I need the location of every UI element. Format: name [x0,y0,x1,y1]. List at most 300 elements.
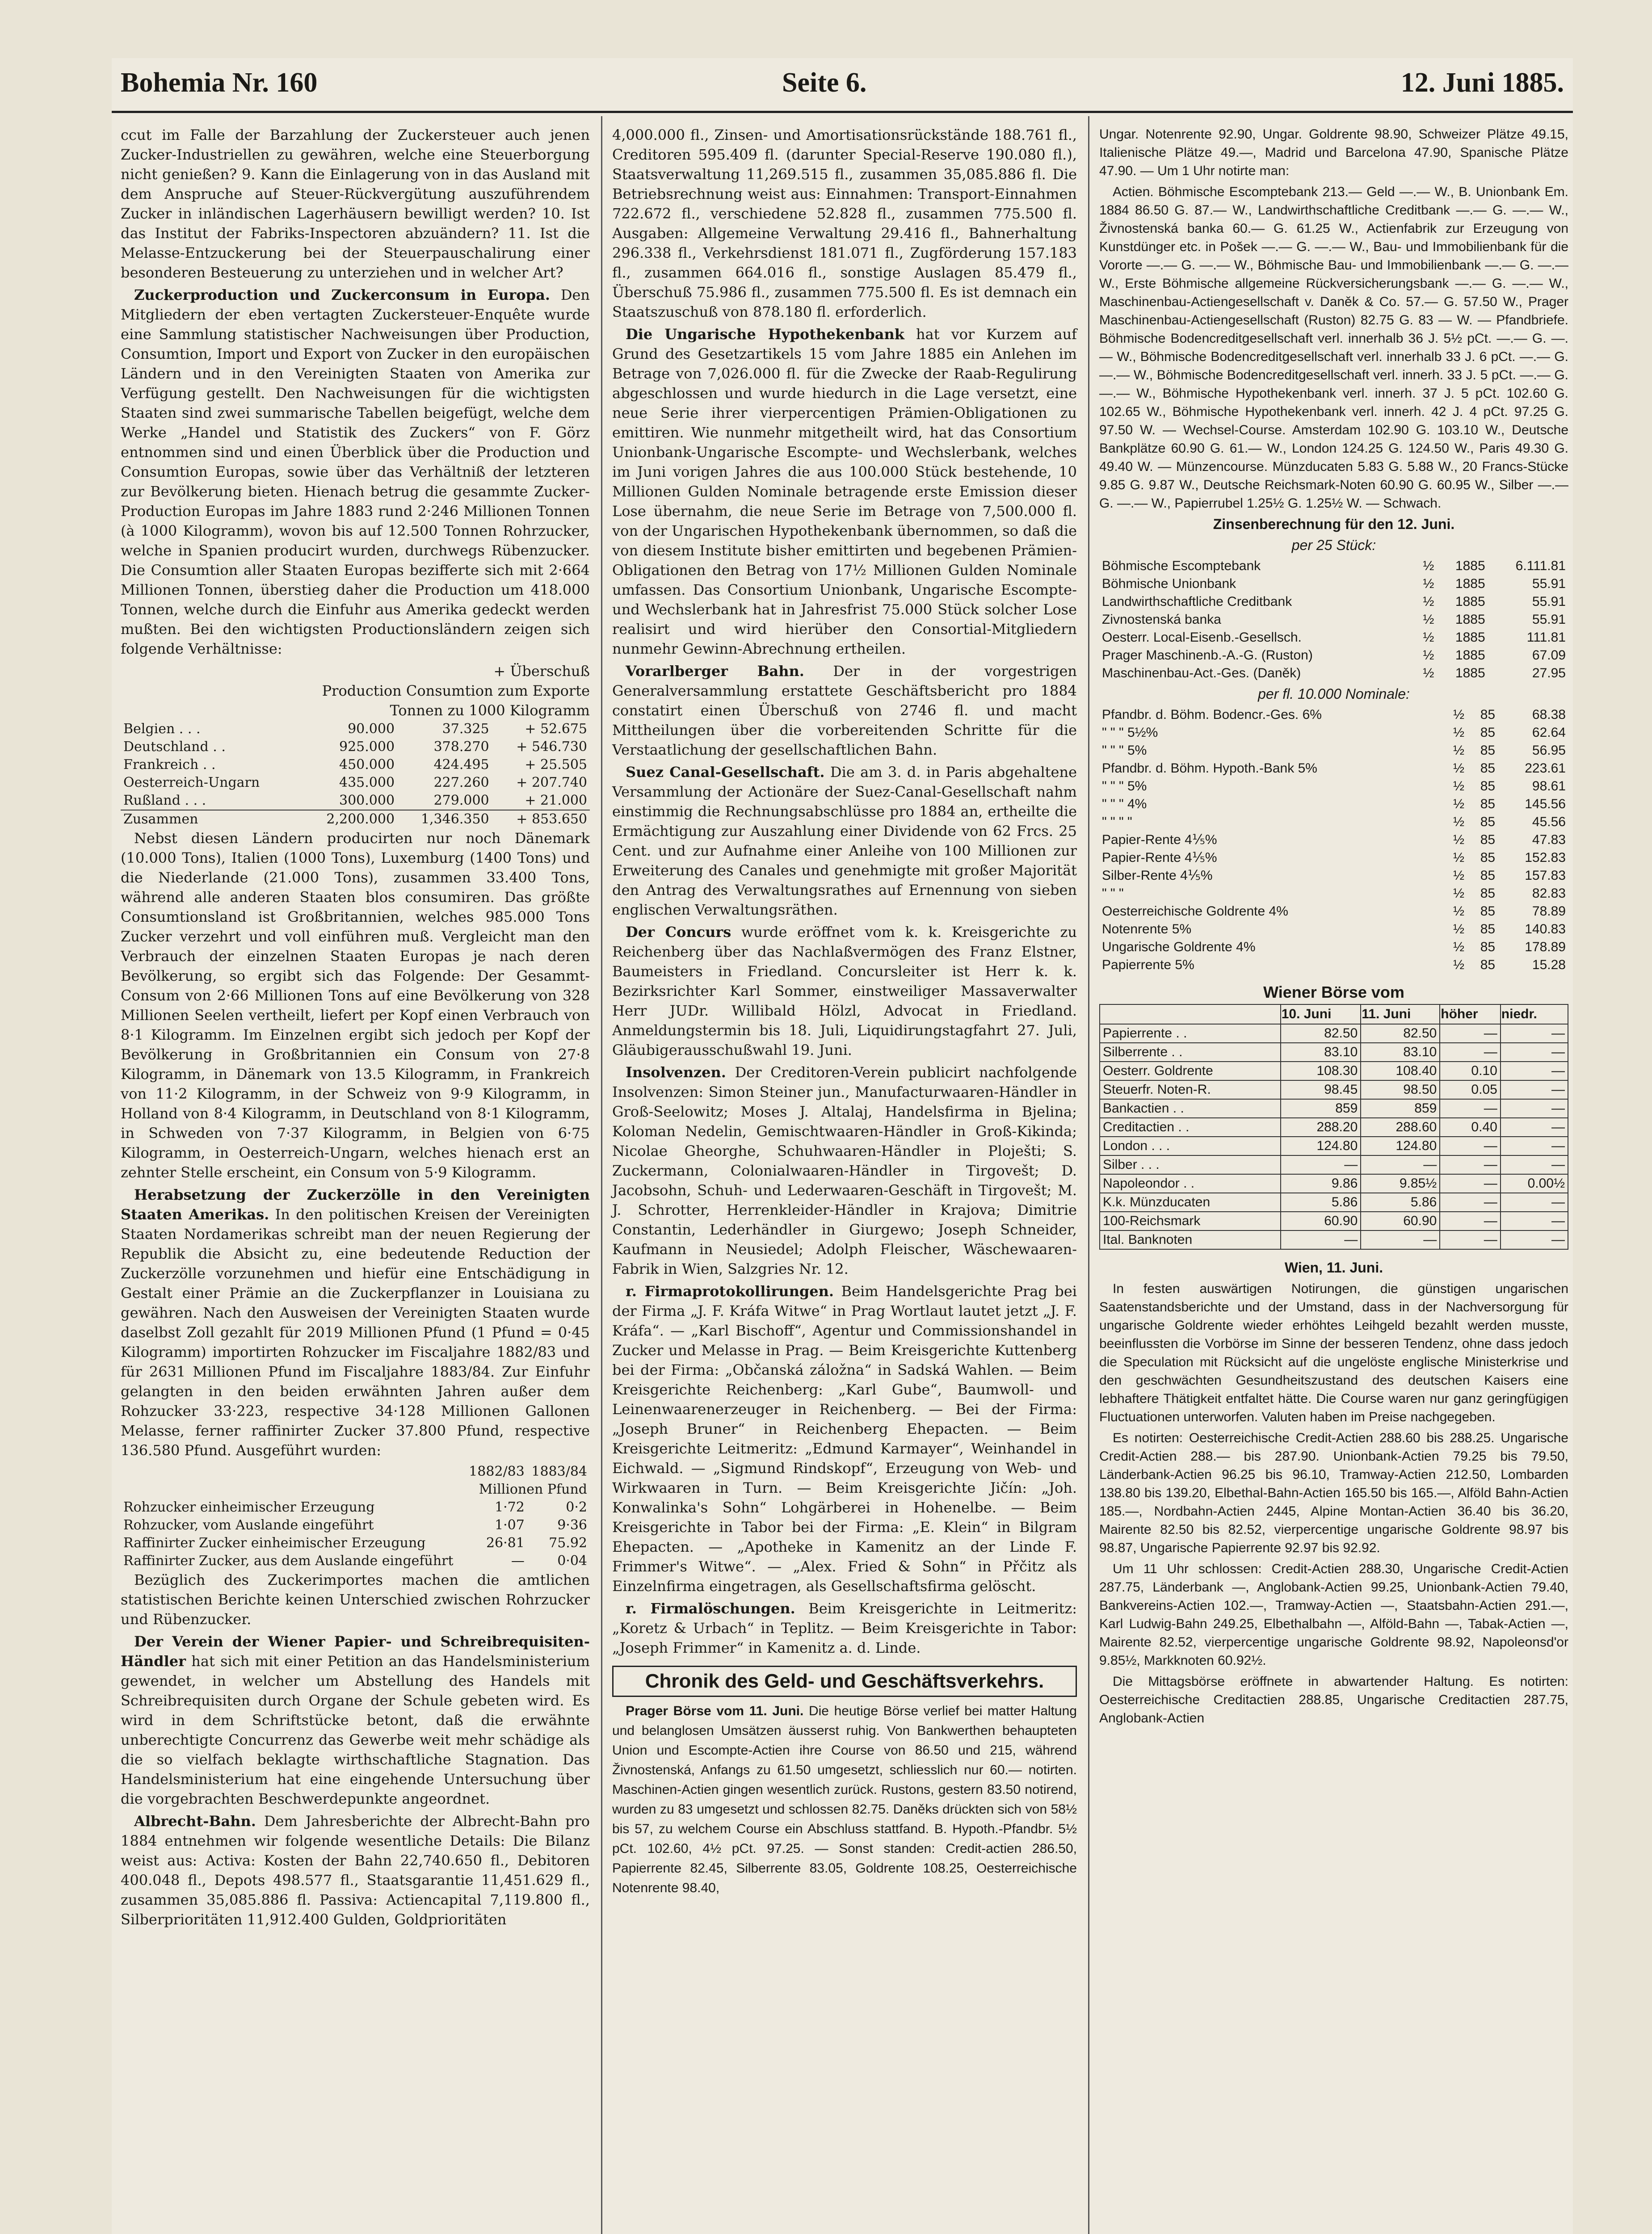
table-header-cell [1100,1004,1281,1024]
interest-table [1099,557,1568,682]
table-row [1099,903,1568,920]
table-cell: Zivnostenská banka [1102,612,1221,627]
table-cell: — [1501,1212,1568,1230]
table-cell: Bankactien . . [1100,1099,1281,1118]
article-text: Actien. Böhmische Escomptebank 213.— Geld —.— W., B. Unionbank Em. 1884 86.50 G. 87.— W., Landwirthschaftliche Creditbank —.— G. —.— W., Živnostenská banka 60.— G. 61.25 W., Actienfabrik zur Erzeugung von Kunstdünger etc. in Pošek —.— G. —.— W., Bau- und Immobilienbank für die Vororte —.— G. —.— W., Böhmische Bau- und Immobilienbank —.— G. —.— W., Erste Böhmische allgemeine Rückversicherungsbank —.— G. —.— W., Maschinenbau-Actiengesellschaft v. Daněk & Co. 57.— G. 57.50 W., Prager Maschinenbau-Actiengesellschaft (Ruston) 82.75 G. 83 — W. — Pfandbriefe. Böhmische Bodencreditgesellschaft verl. innerhalb 36 J. 5½ pCt. —.— G. —.— W., Böhmische Bodencreditgesellschaft verl. innerhalb 33 J. 6 pCt. —.— G. —.— W., Böhmische Bodencreditgesellschaft verl. innerh. 33 J. 5 pCt. —.— G. —.— W., Böhmische Hypothekenbank verl. innerh. 37 J. 5 pCt. 102.60 G. 102.65 W., Böhmische Hypothekenbank verl. innerh. 42 J. 4 pCt. 97.25 G. 97.50 W. — Wechsel-Course. Amsterdam 102.90 G. 103.10 W., Deutsche Bankplätze 60.90 G. 61.— W., London 124.25 G. 124.50 W., Paris 49.30 G. 49.40 W. — Münzencourse. Münzducaten 5.83 G. 5.88 W., 20 Francs-Stücke 9.85 G. 9.87 W., Deutsche Reichsmark-Noten 60.90 G. 60.95 W., Silber —.— G. —.— W., Papierrubel 1.25½ G. 1.25½ W. — Schwach. [1099,185,1568,511]
table-cell: Pfandbr. d. Böhm. Hypoth.-Bank 5% [1102,761,1317,776]
table-cell: + 25.505 [525,757,587,773]
table-row [1100,1193,1568,1212]
section-title: Wien, 11. Juni. [1284,1260,1383,1276]
table-cell: 435.000 [339,775,395,790]
table-cell: 152.83 [1525,850,1566,865]
table-cell: ½ [1423,630,1434,645]
table-cell: — [1501,1193,1568,1212]
table-cell: " " " 5% [1102,743,1147,758]
table-cell: 85 [1480,707,1496,722]
table-cell: 62.64 [1532,725,1566,740]
table-cell: Millionen Pfund [479,1482,587,1497]
table-cell: 157.83 [1525,868,1566,883]
table-cell: Rohzucker einheimischer Erzeugung [123,1499,375,1515]
table-header: Tonnen zu 1000 Kilogramm [390,702,590,719]
table-cell: — [1440,1212,1501,1230]
column-divider [601,116,602,2234]
table-row [1100,1062,1568,1080]
table-cell: " " " 5% [1102,779,1147,794]
article-text: In festen auswärtigen Notirungen, die günstigen ungarischen Saatenstandsberichte und der Umstand, dass in der Nachversorgung für ungarische Goldrente wieder erhöhtes Leihgeld bezahlt werden musste, beeinflussten die Vorbörse im Sinne der besseren Tendenz, ohne dass jedoch die Speculation mit Rücksicht auf die ungelöste englische Ministerkrise und den geschwächten Gesundheitszustand des deutschen Kaisers eine lebhaftere Thätigkeit entfaltet hätte. Die Course waren nur ganz geringfügigen Fluctuationen unterworfen. Valuten haben im Preise nachgegeben. [1099,1281,1568,1424]
table-cell: Böhmische Escomptebank [1102,558,1261,573]
table-cell: Silber . . . [1100,1155,1281,1174]
interest-table-2 [1099,706,1568,974]
table-cell: 15.28 [1532,957,1566,972]
table-cell: — [1440,1024,1501,1043]
table-cell: K.k. Münzducaten [1100,1193,1281,1212]
table-cell: 85 [1480,779,1496,794]
table-cell: Oesterreich-Ungarn [123,775,260,790]
table-cell: + 21.000 [525,793,587,808]
table-cell: 424.495 [433,757,489,773]
table-cell: 1885 [1455,648,1485,663]
table-cell: 1885 [1455,558,1485,573]
article-body: Der in der vorgestrigen Generalversammlung erstattete Geschäftsbericht pro 1884 constatirt einen Überschuß von 2746 fl. und macht Mittheilungen über die vorbereitenden Schritte für die Verstaatlichung der gesellschaftlichen Bahn. [612,663,1077,758]
table-cell: Oesterr. Local-Eisenb.-Gesellsch. [1102,630,1302,645]
table-cell: 1883/84 [531,1464,587,1479]
table-cell: 9.85½ [1361,1174,1440,1193]
table-cell: 55.91 [1532,612,1566,627]
table-cell: ½ [1453,743,1465,758]
table-cell: 1882/83 [469,1464,525,1479]
table-cell: 378.270 [433,739,489,755]
article-text: Um 11 Uhr schlossen: Credit-Actien 288.30, Ungarische Credit-Actien 287.75, Länderbank —, Anglobank-Actien 99.25, Unionbank-Actien 79.40, Bankvereins-Actien 102.—, Tramway-Actien —, Staatsbahn-Actien 291.—, Karl Ludwig-Bahn 249.25, Elbethalbahn —, Alföld-Bahn —, Tabak-Actien —, Mairente 82.52, vierpercentige ungarische Goldrente 98.92, Napoleonsd'or 9.85½, Markknoten 60.92½. [1099,1562,1568,1668]
newspaper-page [112,58,1573,2234]
export-table [121,1463,590,1570]
table-cell: 27.95 [1532,666,1566,680]
article-heading: Zuckerproduction und Zuckerconsum in Europa. [134,286,550,303]
section-subtitle: per fl. 10.000 Nominale: [1258,686,1410,702]
table-row [1099,777,1568,795]
article-text: Nebst diesen Ländern producirten nur noch Dänemark (10.000 Tons), Italien (1000 Tons), Luxemburg (1400 Tons) und die Niederlande (21.000 Tons), zusammen 33.400 Tons, während alle anderen Staaten blos consumiren. Das größte Consumtionsland ist Großbritannien, welches 985.000 Tons Zucker verzehrt und voll einführen muß. Vergleicht man den Verbrauch der einzelnen Staaten Europas je nach deren Bevölkerung, so ergibt sich das Folgende: Der Gesammt-Consum von 2·66 Millionen Tons auf eine Bevölkerung von 328 Millionen Seelen vertheilt, liefert per Kopf einen Verbrauch von 8·1 Kilogramm. Im Einzelnen ergibt sich jedoch per Kopf der Bevölkerung in Großbritannien ein Consum von 27·8 Kilogramm, in Dänemark von 13.5 Kilogramm, in Frankreich von 11·2 Kilogramm, in der Schweiz von 9·9 Kilogramm, in Holland von 8·4 Kilogramm, in Deutschland von 8·1 Kilogramm, in Schweden von 7·37 Kilogramm, in Belgien von 6·75 Kilogramm, in Oesterreich-Ungarn, welches hienach erst an zehnter Stelle erscheint, ein Consum von 5·9 Kilogramm. [121,830,590,1181]
table-cell: 0·04 [557,1553,587,1569]
article-text: Die Mittagsbörse eröffnete in abwartender Haltung. Es notirten: Oesterreichische Creditactien 288.85, Ungarische Creditactien 287.75, Anglobank-Actien [1099,1674,1568,1726]
table-cell: 140.83 [1525,922,1566,936]
table-cell: 288.20 [1281,1118,1361,1137]
article-text: Es notirten: Oesterreichische Credit-Actien 288.60 bis 288.25. Ungarische Credit-Actien 288.— bis 287.90. Unionbank-Actien 79.25 bis 79.50, Länderbank-Actien 96.25 bis 96.10, Tramway-Actien 212.50, Lombarden 138.80 bis 139.20, Elbethal-Bahn-Actien 165.50 bis 165.—, Alföld Bahn-Actien 185.—, Nordbahn-Actien 2445, Alpine Montan-Actien 36.40 bis 36.20, Mairente 82.50 bis 82.52, vierpercentige ungarische Goldrente 98.97 bis 98.87, Ungarische Papierrente 92.97 bis 92.92. [1099,1431,1568,1555]
header-rule [112,111,1573,113]
table-header: Production Consumtion zum Exporte [322,682,590,699]
article-text [612,1701,1077,1898]
table-cell: 85 [1480,886,1496,901]
table-cell: 37.325 [442,721,489,737]
table-cell: ½ [1453,707,1465,722]
table-cell: Papierrente 5% [1102,957,1194,972]
table-cell: " " " " [1102,815,1132,829]
table-cell: — [1501,1099,1568,1118]
table-cell: Pfandbr. d. Böhm. Bodencr.-Ges. 6% [1102,707,1322,722]
table-cell: 1·07 [495,1517,525,1533]
table-row [1099,611,1568,629]
table-cell: ½ [1423,612,1434,627]
article-text [121,1811,590,1929]
table-row [1100,1155,1568,1174]
table-cell: 90.000 [348,721,395,737]
section-title: Chronik des Geld- und Geschäftsverkehrs. [612,1666,1077,1697]
article-text [121,285,590,659]
table-cell: + 52.675 [525,721,587,737]
article-body: Dem Jahresberichte der Albrecht-Bahn pro 1884 entnehmen wir folgende wesentliche Details: Die Bilanz weist aus: Activa: Kosten der Bahn 22,740.650 fl., Debitoren 400.048 fl., Depots 498.577 fl., Staatsgarantie 11,451.629 fl., zusammen 35,085.886 fl. Passiva: Actiencapital 7,119.800 fl., Silberprioritäten 11,912.400 Gulden, Goldprioritäten [121,1813,590,1928]
table-cell: 859 [1361,1099,1440,1118]
table-row [1099,724,1568,742]
table-cell: 78.89 [1532,904,1566,919]
page-header [112,58,1573,107]
table-cell: 124.80 [1361,1137,1440,1155]
table-row [121,1534,590,1552]
table-cell: ½ [1423,558,1434,573]
table-cell: 98.45 [1281,1080,1361,1099]
table-row [1099,885,1568,903]
table-cell: 9·36 [557,1517,587,1533]
table-cell: 75.92 [549,1535,587,1551]
table-row [1099,760,1568,777]
table-row [1100,1118,1568,1137]
table-cell: ½ [1453,779,1465,794]
table-cell: + 207.740 [516,775,587,790]
table-cell: 5.86 [1361,1193,1440,1212]
page-number: Seite 6. [782,67,867,98]
column-divider [1088,116,1089,2234]
table-row [1100,1212,1568,1230]
table-cell: 83.10 [1361,1043,1440,1062]
table-cell: 227.260 [433,775,489,790]
table-cell: — [511,1553,525,1569]
article-text: ccut im Falle der Barzahlung der Zuckersteuer auch jenen Zucker-Industriellen zu gewähren, welche eine Steuerborgung nicht genießen? 9. Kann die Einlagerung von in das Ausland mit dem Anspruche auf Steuer-Rückvergütung auszuführendem Zucker in inländischen Lagerhäusern bewilligt werden? 10. Ist das Institut der Fabriks-Inspectoren abzuändern? 11. Ist die Melasse-Entzuckerung bei der Steuerpauschalirung einer besonderen Besteuerung zu unterziehen und in welcher Art? [121,126,590,281]
table-cell: 2,200.000 [326,811,395,827]
table-cell: — [1501,1080,1568,1099]
table-row [1100,1080,1568,1099]
article-text: Bezüglich des Zuckerimportes machen die amtlichen statistischen Berichte keinen Unterschied zwischen Rohrzucker und Rübenzucker. [121,1571,590,1628]
article-heading: Der Verein der Wiener Papier- und Schreibrequisiten-Händler [121,1633,590,1670]
table-cell: — [1501,1118,1568,1137]
table-row [1099,831,1568,849]
table-cell: 1885 [1455,666,1485,680]
table-cell: — [1440,1099,1501,1118]
section-title: Wiener Börse vom [1263,983,1404,1001]
table-cell: Maschinenbau-Act.-Ges. (Daněk) [1102,666,1301,680]
table-cell: Frankreich . . [123,757,216,773]
table-cell: 108.30 [1281,1062,1361,1080]
article-body: hat sich mit einer Petition an das Handelsministerium gewendet, in welcher um Abstellung des Handels mit Schreibrequisiten durch Organe der Schule gebeten wird. Es wird in dem Schriftstücke betont, daß die erwähnte unberechtigte Concurrenz das Gewerbe weit mehr schädige als die so vielfach beklagte wirthschaftliche Stagnation. Das Handelsministerium hat eine eingehende Untersuchung über die vorgebrachten Beschwerdepunkte angeordnet. [121,1653,590,1807]
table-cell: 60.90 [1361,1212,1440,1230]
table-cell: Raffinirter Zucker, aus dem Auslande eingeführt [123,1553,454,1569]
table-row [121,810,590,828]
table-cell: 1885 [1455,612,1485,627]
table-cell: 85 [1480,743,1496,758]
article-text [121,1632,590,1809]
table-cell: Ital. Banknoten [1100,1230,1281,1249]
table-row [121,1463,590,1481]
table-cell: 85 [1480,922,1496,936]
table-cell: 1·72 [495,1499,525,1515]
table-cell: — [1440,1174,1501,1193]
vienna-exchange-table [1099,1004,1568,1250]
table-cell: " " " 4% [1102,797,1147,811]
table-row [1100,1099,1568,1118]
table-cell: Oesterreichische Goldrente 4% [1102,904,1288,919]
table-cell: ½ [1453,832,1465,847]
table-cell: Notenrente 5% [1102,922,1192,936]
table-cell: — [1440,1230,1501,1249]
table-cell: ½ [1453,940,1465,954]
table-row [1100,1004,1568,1024]
table-cell: 60.90 [1281,1212,1361,1230]
table-row [1100,1043,1568,1062]
table-header-cell: 11. Juni [1361,1004,1440,1024]
table-row [1099,647,1568,664]
table-row [121,756,590,774]
article-heading: Albrecht-Bahn. [134,1813,256,1830]
table-cell: ½ [1453,797,1465,811]
table-cell: 85 [1480,940,1496,954]
table-row [121,1481,590,1499]
table-cell: — [1501,1137,1568,1155]
table-cell: 82.50 [1281,1024,1361,1043]
article-heading: Suez Canal-Gesellschaft. [626,764,825,781]
table-cell: Belgien . . . [123,721,201,737]
table-cell: 1885 [1455,576,1485,591]
article-heading: Insolvenzen. [626,1064,726,1081]
table-cell: ½ [1453,815,1465,829]
article-heading: Prager Börse vom 11. Juni. [626,1704,804,1718]
table-cell: 0.40 [1440,1118,1501,1137]
table-cell: 98.61 [1532,779,1566,794]
table-cell: 1885 [1455,594,1485,609]
table-cell: ½ [1423,594,1434,609]
table-row [121,792,590,810]
table-cell: 45.56 [1532,815,1566,829]
table-cell: ½ [1453,761,1465,776]
article-body: Beim Handelsgerichte Prag bei der Firma „J. F. Kráfa Witwe“ in Prag Wortlaut lautet jetzt „J. F. Kráfa“. — „Karl Bischoff“, Agentur und Commissionshandel in Zucker und Melasse in Prag. — Beim Kreisgerichte Kuttenberg bei der Firma: „Občanská záložna“ in Sadská Wahlen. — Beim Kreisgerichte Reichenberg: „Karl Gube“, Baumwoll- und Leinenwaarenerzeuger in Reichenberg. — Bei der Firma: „Joseph Bruner“ in Reichenberg Ehepacten. — Beim Kreisgerichte Leitmeritz: „Edmund Karmayer“, Weinhandel in Eichwald. — „Sigmund Rindskopf“, Erzeugung von Web- und Wirkwaaren in Turn. — Beim Kreisgerichte Jičín: „Joh. Konwalinka's Sohn“ Lohgärberei in Hohenelbe. — Beim Kreisgerichte in Tabor bei der Firma: „E. Klein“ in Bilgram Ehepacten. — „Apotheke in Kamenitz an der Linde F. Frimmer's Witwe“. — „Alex. Fried & Sohn“ in Přčitz als Einzelnfirma eingetragen, als Gesellschaftsfirma gelöscht. [612,1283,1077,1595]
table-row [121,1499,590,1516]
table-row [1099,557,1568,575]
section-title: Zinsenberechnung für den 12. Juni. [1213,516,1455,532]
table-cell: 124.80 [1281,1137,1361,1155]
table-cell: Oesterr. Goldrente [1100,1062,1281,1080]
table-cell: 85 [1480,957,1496,972]
table-cell: 108.40 [1361,1062,1440,1080]
table-cell: 68.38 [1532,707,1566,722]
article-text [612,762,1077,920]
table-header-cell: niedr. [1501,1004,1568,1024]
table-cell: 56.95 [1532,743,1566,758]
table-cell: 145.56 [1525,797,1566,811]
column-3 [1099,125,1568,1730]
table-cell: ½ [1453,957,1465,972]
table-cell: Napoleondor . . [1100,1174,1281,1193]
table-cell: 85 [1480,904,1496,919]
article-text [612,922,1077,1060]
table-cell: Papier-Rente 4⅕% [1102,832,1217,847]
table-cell: 55.91 [1532,594,1566,609]
table-row [1100,1230,1568,1249]
table-row [1099,849,1568,867]
table-cell: — [1361,1230,1440,1249]
table-cell: 178.89 [1525,940,1566,954]
column-2 [612,125,1077,1901]
masthead-left: Bohemia Nr. 160 [121,67,318,98]
table-cell: 859 [1281,1099,1361,1118]
table-row [1099,813,1568,831]
table-cell: ½ [1453,886,1465,901]
table-cell: 85 [1480,761,1496,776]
article-heading: Vorarlberger Bahn. [626,663,804,680]
table-cell: 85 [1480,850,1496,865]
table-row [121,1552,590,1570]
table-cell: — [1281,1155,1361,1174]
table-cell: — [1361,1155,1440,1174]
table-cell: ½ [1453,868,1465,883]
table-cell: Rohzucker, vom Auslande eingeführt [123,1517,374,1533]
article-heading: r. Firmalöschungen. [626,1600,795,1617]
article-heading: r. Firmaprotokollirungen. [626,1283,834,1300]
table-cell: 6.111.81 [1515,558,1566,573]
article-body: In den politischen Kreisen der Vereinigten Staaten Nordamerikas schreibt man der neuen Regierung der Republik die Absicht zu, eine bedeutende Reduction der Zuckerzölle vorzunehmen und hiefür eine Entschädigung in Gestalt einer Prämie an die Zuckerpflanzer in Louisiana zu gewähren. Nach den Ausweisen der Vereinigten Staaten wurde daselbst Zoll gezahlt für 2019 Millionen Pfund (1 Pfund = 0·45 Kilogramm) importirten Rohzucker im Fiscaljahre 1882/83 und für 2631 Millionen Pfund im Fiscaljahre 1883/84. Zur Einfuhr gelangten in den beiden erwähnten Jahren außer dem Rohzucker 33·223, respective 34·128 Millionen Gallonen Melasse, ferner raffinirter Zucker 37.800 Pfund, respective 136.580 Pfund. Ausgeführt wurden: [121,1206,590,1459]
column-1 [121,125,590,1932]
table-header-cell: 10. Juni [1281,1004,1361,1024]
table-cell: 85 [1480,868,1496,883]
table-cell: 85 [1480,832,1496,847]
table-cell: 55.91 [1532,576,1566,591]
issue-date: 12. Juni 1885. [1400,67,1564,98]
article-body: Beim Kreisgerichte in Leitmeritz: „Koretz & Urbach“ in Teplitz. — Beim Kreisgerichte in Tabor: „Joseph Frimmer“ in Kamenitz a. d. Linde. [612,1600,1077,1656]
table-cell: — [1501,1230,1568,1249]
table-cell: Papier-Rente 4⅕% [1102,850,1217,865]
table-header-cell: höher [1440,1004,1501,1024]
table-cell: 5.86 [1281,1193,1361,1212]
table-cell: 82.83 [1532,886,1566,901]
table-cell: 26·81 [486,1535,525,1551]
table-row [1099,938,1568,956]
table-row [1100,1174,1568,1193]
sugar-table [121,720,590,828]
table-cell: 0.10 [1440,1062,1501,1080]
table-header: + Überschuß [493,663,590,680]
article-heading: Die Ungarische Hypothekenbank [626,326,904,343]
table-cell: Böhmische Unionbank [1102,576,1236,591]
table-cell: ½ [1453,904,1465,919]
table-cell: ½ [1453,850,1465,865]
table-cell: " " " [1102,886,1124,901]
table-cell: — [1501,1024,1568,1043]
article-body: Die heutige Börse verlief bei matter Haltung und belanglosen Umsätzen äusserst ruhig. Von Bankwerthen behaupteten Union und Escompte-Actien ihre Course von 86.50 und 215, während Živnostenská, Anfangs zu 61.50 umgesetzt, schliesslich nur 60.— notirten. Maschinen-Actien gingen wesentlich zurück. Rustons, gestern 83.50 notirend, wurden zu 83 umgesetzt und schlossen 82.75. Daněks drückten sich von 58½ bis 57, zu welchem Course ein Abschluss stattfand. B. Hypoth.-Pfandbr. 5½ pCt. 102.60, 4½ pCt. 97.25. — Sonst standen: Credit-actien 286.50, Papierrente 82.45, Silberrente 83.05, Goldrente 108.25, Oesterreichische Notenrente 98.40, [612,1704,1077,1895]
table-cell: Deutschland . . [123,739,226,755]
table-row [1100,1137,1568,1155]
table-cell: 300.000 [339,793,395,808]
table-cell: + 853.650 [516,811,587,827]
table-cell: " " " 5½% [1102,725,1158,740]
table-cell: Steuerfr. Noten-R. [1100,1080,1281,1099]
article-text [612,1281,1077,1596]
table-cell: Landwirthschaftliche Creditbank [1102,594,1292,609]
article-text: Ungar. Notenrente 92.90, Ungar. Goldrente 98.90, Schweizer Plätze 49.15, Italienische Plätze 49.—, Madrid und Barcelona 47.90, Spanische Plätze 47.90. — Um 1 Uhr notirte man: [1099,127,1568,178]
article-body: hat vor Kurzem auf Grund des Gesetzartikels 15 vom Jahre 1885 ein Anlehen im Betrage von 7,026.000 fl. für die Zwecke der Raab-Regulirung abgeschlossen und wurde hiedurch in die Lage versetzt, eine neue Serie ihrer vierpercentigen Prämien-Obligationen zu emittiren. Wie nunmehr mitgetheilt wird, hat das Consortium Unionbank-Ungarische Escompte- und Wechslerbank, welches im Juni vorigen Jahres die aus 100.000 Stück bestehende, 10 Millionen Gulden Nominale betragende erste Emission dieser Lose übernahm, die neue Serie im Betrage von 7,500.000 fl. von der Ungarischen Hypothekenbank übernommen, so daß die von diesem Institute bisher emittirten und begebenen Prämien-Obligationen den Betrag von 17½ Millionen Gulden Nominale umfassen. Das Consortium Unionbank, Ungarische Escompte- und Wechslerbank hat in Jahresfrist 75.000 Stück solcher Lose realisirt und wird hierüber den Consortial-Mitgliedern nunmehr Gewinn-Abrechnung ertheilen. [612,326,1077,657]
section-subtitle: per 25 Stück: [1291,537,1376,553]
table-row [121,1516,590,1534]
article-text: 4,000.000 fl., Zinsen- und Amortisationsrückstände 188.761 fl., Creditoren 595.409 fl. (darunter Special-Reserve 190.080 fl.), Staatsverwaltung 11,269.515 fl., zusammen 35,085.886 fl. Die Betriebsrechnung weist aus: Einnahmen: Transport-Einnahmen 722.672 fl., verschiedene 52.828 fl., zusammen 775.500 fl. Ausgaben: Allgemeine Verwaltung 29.416 fl., Bahnerhaltung 296.338 fl., Verkehrsdienst 181.071 fl., Zugförderung 157.183 fl., zusammen 664.016 fl., sonstige Auslagen 85.479 fl., Überschuß 75.986 fl., zusammen 775.500 fl. Es ist demnach ein Staatszuschuß von 878.180 fl. erforderlich. [612,126,1077,320]
table-row [1099,629,1568,647]
table-cell: 450.000 [339,757,395,773]
table-row [1099,706,1568,724]
table-row [1099,742,1568,760]
table-cell: Raffinirter Zucker einheimischer Erzeugung [123,1535,426,1551]
table-cell: Rußland . . . [123,793,206,808]
table-cell: — [1440,1137,1501,1155]
table-cell: 1885 [1455,630,1485,645]
table-cell: — [1440,1193,1501,1212]
table-cell: — [1440,1043,1501,1062]
table-cell: Zusammen [123,811,198,827]
table-row [1099,867,1568,885]
table-cell: 1,346.350 [420,811,489,827]
table-cell: 47.83 [1532,832,1566,847]
table-row [1099,920,1568,938]
table-cell: 98.50 [1361,1080,1440,1099]
table-cell: 85 [1480,725,1496,740]
table-cell: 0.05 [1440,1080,1501,1099]
table-cell: ½ [1423,576,1434,591]
table-cell: 0.00½ [1501,1174,1568,1193]
table-row [1100,1024,1568,1043]
table-row [121,774,590,792]
table-cell: — [1501,1155,1568,1174]
article-body: wurde eröffnet vom k. k. Kreisgerichte zu Reichenberg über das Nachlaßvermögen des Franz Elstner, Baumeisters in Friedland. Concursleiter ist Herr k. k. Bezirksrichter Karl Sommer, einstweiliger Massaverwalter Herr JUDr. Willibald Hölzl, Advocat in Friedland. Anmeldungstermin bis 18. Juli, Liquidirungstagfahrt 27. Juli, Gläubigerausschußwahl 19. Juni. [612,924,1077,1058]
article-body: Die am 3. d. in Paris abgehaltene Versammlung der Actionäre der Suez-Canal-Gesellschaft nahm einstimmig die Rechnungsabschlüsse pro 1884 an, ertheilte die Ermächtigung zur Auszahlung einer Dividende von 62 Frcs. 25 Cent. und zur Aufnahme einer Anleihe von 100 Millionen zur Erweiterung des Canales und genehmigte mit großer Majorität den Antrag des Verwaltungsrathes auf Ernennung von sieben englischen Verwaltungsräthen. [612,764,1077,918]
table-cell: 85 [1480,797,1496,811]
table-cell: London . . . [1100,1137,1281,1155]
table-cell: ½ [1453,922,1465,936]
table-cell: Prager Maschinenb.-A.-G. (Ruston) [1102,648,1313,663]
table-cell: Silberrente . . [1100,1043,1281,1062]
table-row [121,738,590,756]
table-cell: — [1501,1043,1568,1062]
table-row [1099,664,1568,682]
table-cell: 67.09 [1532,648,1566,663]
table-row [1099,956,1568,974]
table-row [1099,795,1568,813]
table-row [1099,593,1568,611]
table-cell: 0·2 [566,1499,587,1515]
table-cell: 288.60 [1361,1118,1440,1137]
table-cell: 925.000 [339,739,395,755]
table-cell: ½ [1453,725,1465,740]
article-body: Der Creditoren-Verein publicirt nachfolgende Insolvenzen: Simon Steiner jun., Manufacturwaaren-Händler in Groß-Seelowitz; Moses J. Altalaj, Handelsfirma in Bjelina; Koloman Nedelin, Gemischtwaaren-Händler in Groß-Kikinda; Nicolae Gheorghe, Schuhwaaren-Händler in Ploješti; S. Zuckermann, Colonialwaaren-Händler in Tirgovešt; D. Jacobsohn, Schuh- und Lederwaaren-Geschäft in Tirgovešt; M. J. Schrotter, Herrenkleider-Händler in Krajova; Dimitrie Constantin, Lederhändler in Giurgewo; Joseph Schneider, Kaufmann in Neusiedel; Adolph Fleischer, Wäschewaaren-Fabrik in Wien, Salzgries Nr. 12. [612,1064,1077,1277]
table-cell: Ungarische Goldrente 4% [1102,940,1256,954]
article-body: Den Mitgliedern der eben vertagten Zuckersteuer-Enquête wurde eine Sammlung statistischer Nachweisungen über Production, Consumtion, Import und Export von Zucker in den europäischen Ländern und in den Vereinigten Staaten von Amerika zur Verfügung gestellt. Den Nachweisungen für die wichtigsten Staaten sind zwei summarische Tabellen beigefügt, welche dem Werke „Handel und Statistik des Zuckers“ von F. Görz entnommen sind und einen Überblick über die Production und Consumtion Europas, sowie über das Verhältniß der letzteren zur Bevölkerung bieten. Hienach betrug die gesammte Zucker-Production Europas im Jahre 1883 rund 2·246 Millionen Tonnen (à 1000 Kilogramm), wovon bis auf 12.500 Tonnen Rohrzucker, welche in Spanien producirt wurden, durchwegs Rübenzucker. Die Consumtion aller Staaten Europas bezifferte sich mit 2·664 Millionen Tonnen, überstieg daher die Production um 418.000 Tonnen, welche durch die Einfuhr aus Amerika gedeckt werden mußten. Bei den wichtigsten Productionsländern zeigen sich folgende Verhältnisse: [121,286,590,657]
article-text [121,1185,590,1460]
table-cell: + 546.730 [516,739,587,755]
table-cell: 82.50 [1361,1024,1440,1043]
article-text [612,1599,1077,1658]
article-text [612,661,1077,760]
article-text [612,1062,1077,1279]
table-cell: 83.10 [1281,1043,1361,1062]
table-cell: — [1281,1230,1361,1249]
table-cell: — [1440,1155,1501,1174]
table-cell: — [1501,1062,1568,1080]
table-cell: ½ [1423,648,1434,663]
table-cell: ½ [1423,666,1434,680]
table-cell: Papierrente . . [1100,1024,1281,1043]
table-cell: 85 [1480,815,1496,829]
table-cell: 9.86 [1281,1174,1361,1193]
table-cell: Silber-Rente 4⅕% [1102,868,1213,883]
